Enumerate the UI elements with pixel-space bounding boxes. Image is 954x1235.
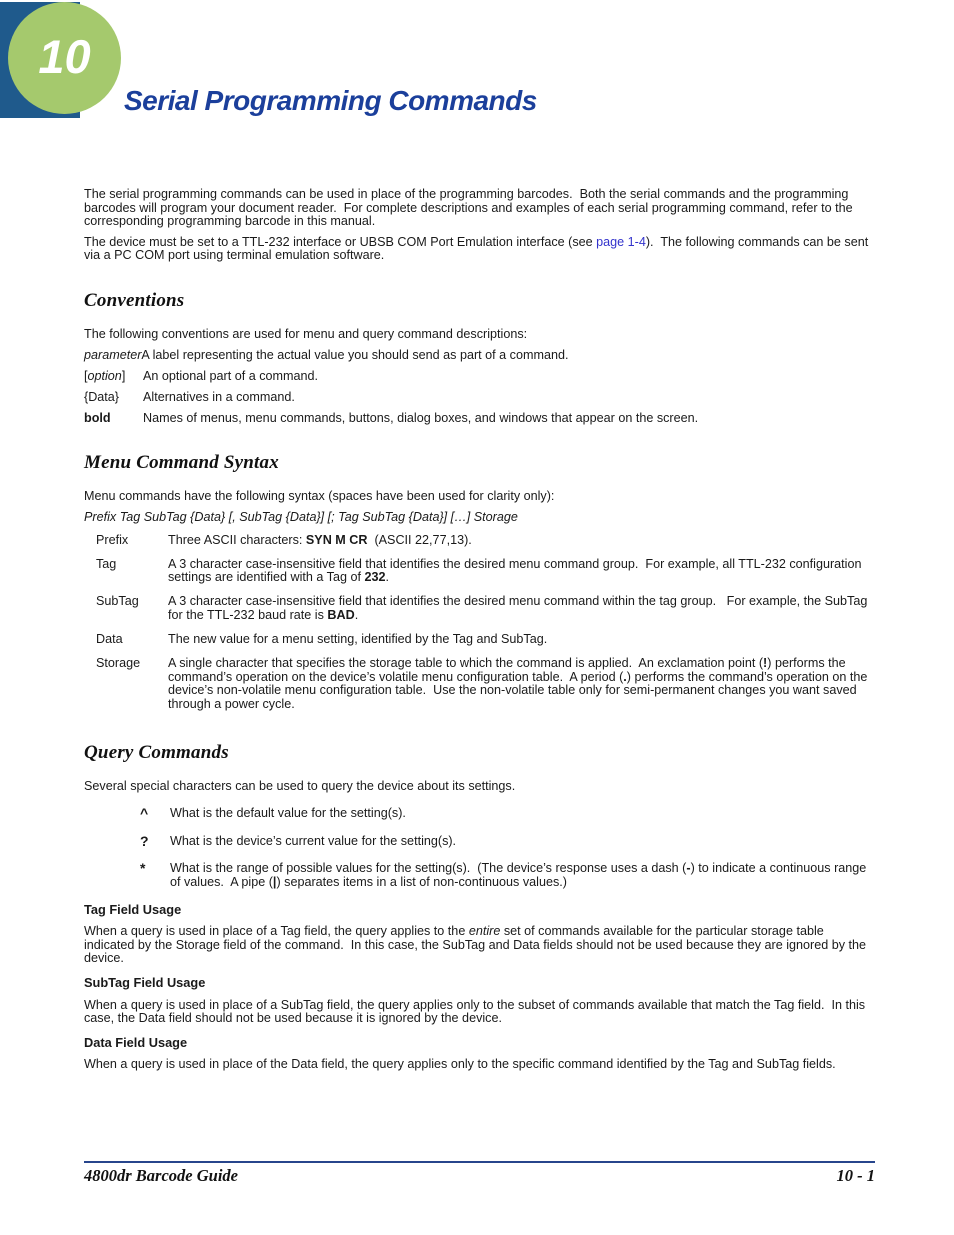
- syntax-desc: Three ASCII characters: SYN M CR (ASCII 22,77,13).: [168, 532, 472, 547]
- subheading-data-field-usage: Data Field Usage: [84, 1034, 188, 1050]
- query-symbol: ^: [140, 805, 149, 822]
- syntax-label: Tag: [96, 556, 117, 571]
- convention-row: [84, 412, 875, 426]
- intro-paragraph-2: The device must be set to a TTL-232 interface or UBSB COM Port Emulation interface (see page 1-4). The following commands can be sent via a PC COM port using terminal emulation software.: [84, 234, 872, 263]
- convention-desc: Alternatives in a command.: [143, 389, 295, 404]
- page-link[interactable]: page 1-4: [596, 234, 646, 249]
- convention-label: bold: [84, 410, 111, 425]
- convention-desc: An optional part of a command.: [143, 368, 319, 383]
- chapter-badge: [8, 2, 121, 114]
- convention-row: [84, 391, 875, 405]
- tag-field-usage-body: When a query is used in place of a Tag field, the query applies to the entire set of commands available for the particular storage table indicated by the Storage field of the command. In this case, the SubTag and Data fields should not be used because they are ignored by the device.: [84, 924, 870, 966]
- syntax-label: Prefix: [96, 532, 129, 547]
- query-desc: What is the default value for the setting(s).: [170, 806, 406, 821]
- footer-guide-title: 4800dr Barcode Guide: [84, 1166, 238, 1185]
- syntax-row: [96, 534, 875, 548]
- section-heading-query-commands: Query Commands: [84, 741, 229, 763]
- syntax-desc: A 3 character case-insensitive field that identifies the desired menu command within the tag group. For example, the SubTag for the TTL-232 baud rate is BAD.: [168, 594, 871, 622]
- syntax-row: [96, 657, 875, 711]
- syntax-row: [96, 633, 875, 647]
- syntax-row: [96, 595, 875, 622]
- intro-paragraph-1: The serial programming commands can be used in place of the programming barcodes. Both the serial commands and the programming barcodes will program your document reader. For complete descriptions and examples of each serial programming command, refer to the corresponding programming barcode in this manual.: [84, 187, 857, 229]
- convention-label: [option]: [84, 368, 126, 383]
- page-footer: [84, 1161, 875, 1186]
- query-desc: What is the device’s current value for the setting(s).: [170, 833, 457, 848]
- convention-desc: Names of menus, menu commands, buttons, dialog boxes, and windows that appear on the screen.: [143, 410, 699, 425]
- syntax-label: Data: [96, 632, 123, 647]
- chapter-number: 10: [38, 29, 91, 83]
- query-intro: Several special characters can be used to query the device about its settings.: [84, 778, 516, 793]
- page-content: [84, 188, 875, 1072]
- query-symbol: *: [140, 860, 146, 877]
- subheading-tag-field-usage: Tag Field Usage: [84, 901, 182, 917]
- data-field-usage-body: When a query is used in place of the Data field, the query applies only to the specific command identified by the Tag and SubTag fields.: [84, 1057, 836, 1072]
- syntax-row: [96, 558, 875, 585]
- footer-page-number: 10 - 1: [836, 1166, 875, 1185]
- syntax-label: SubTag: [96, 594, 139, 609]
- syntax-desc: A single character that specifies the storage table to which the command is applied. An exclamation point (!) performs the command’s operation on the device’s volatile menu configuration table. A period (.) performs the command’s operation on the device’s non-volatile menu configuration table. Use the non-volatile table only for semi-permanent changes you want saved through a power cycle.: [168, 656, 871, 711]
- menu-syntax-intro: Menu commands have the following syntax (spaces have been used for clarity only):: [84, 489, 555, 504]
- query-row: [140, 832, 875, 849]
- query-row: [140, 862, 875, 889]
- subtag-field-usage-body: When a query is used in place of a SubTag field, the query applies only to the subset of commands available that match the Tag field. In this case, the Data field should not be used because it is ignored by the device.: [84, 997, 869, 1026]
- syntax-desc: A 3 character case-insensitive field that identifies the desired menu command group. For example, all TTL-232 configuration settings are identified with a Tag of 232.: [168, 556, 865, 585]
- page-title: Serial Programming Commands: [124, 85, 537, 116]
- convention-row: [84, 370, 875, 384]
- query-row: [140, 807, 875, 821]
- conventions-parameter-line: parameterA label representing the actual value you should send as part of a command.: [84, 347, 569, 362]
- section-heading-menu-command-syntax: Menu Command Syntax: [84, 452, 279, 474]
- menu-syntax-line: Prefix Tag SubTag {Data} [, SubTag {Data}] [; Tag SubTag {Data}] […] Storage: [84, 510, 518, 525]
- section-heading-conventions: Conventions: [84, 289, 185, 311]
- query-symbol: ?: [140, 832, 149, 849]
- subheading-subtag-field-usage: SubTag Field Usage: [84, 974, 206, 990]
- syntax-desc: The new value for a menu setting, identified by the Tag and SubTag.: [168, 632, 548, 647]
- convention-label: {Data}: [84, 389, 120, 404]
- query-desc: What is the range of possible values for the setting(s). (The device’s response uses a dash (-) to indicate a continuous range of values. A pipe (|) separates items in a list of non-continuous values.): [170, 861, 870, 889]
- syntax-label: Storage: [96, 656, 141, 671]
- conventions-intro: The following conventions are used for menu and query command descriptions:: [84, 326, 528, 341]
